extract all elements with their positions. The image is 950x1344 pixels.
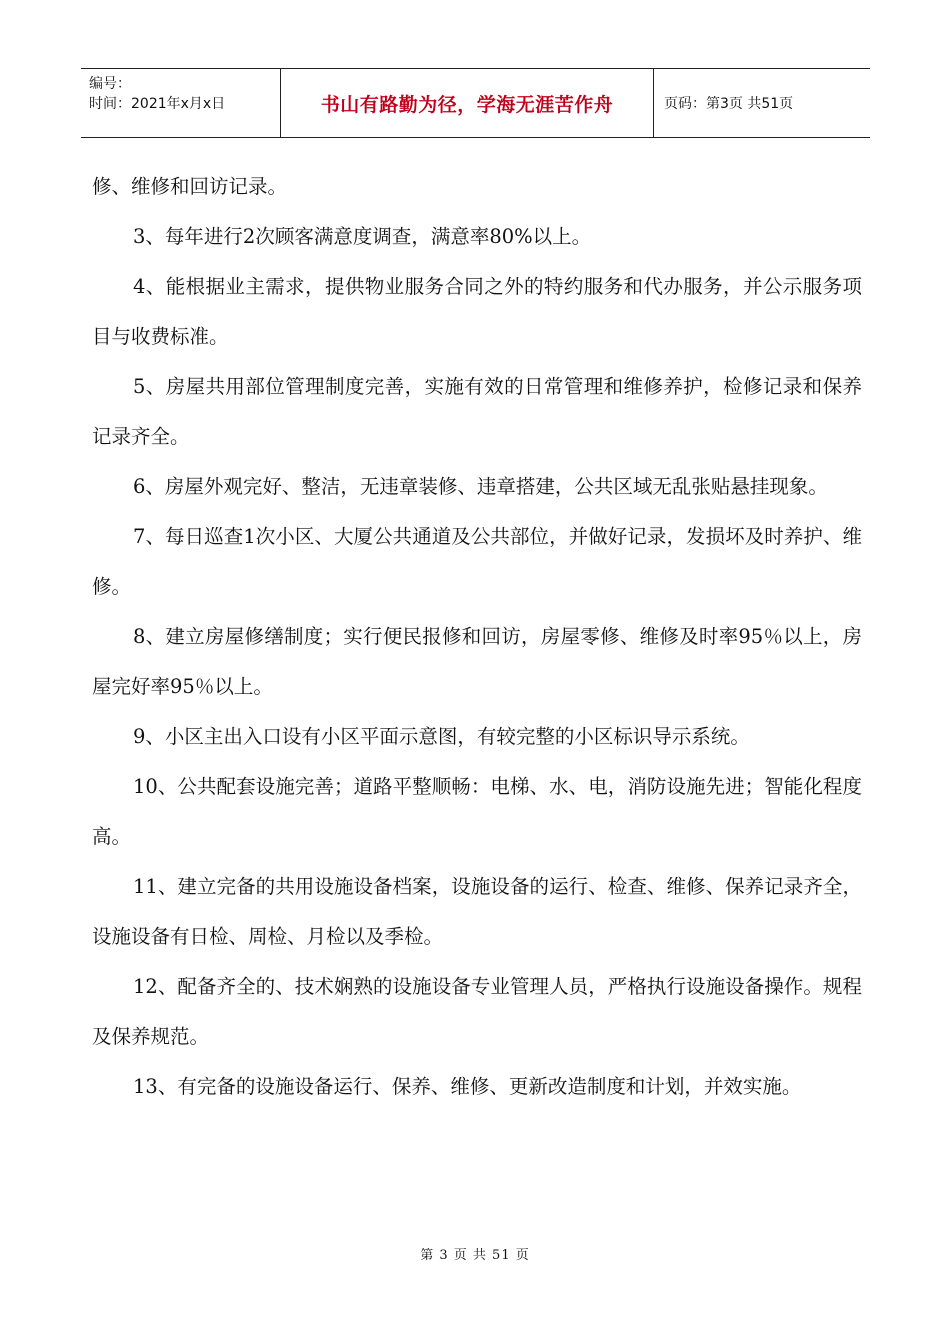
header-meta — [81, 69, 281, 137]
body-paragraph: 9、小区主出入口设有小区平面示意图，有较完整的小区标识导示系统。 — [133, 725, 750, 748]
body-paragraph: 12、配备齐全的、技术娴熟的设施设备专业管理人员，严格执行设施设备操作。规程及保养规范。 — [92, 975, 862, 1048]
body-paragraph: 修、维修和回访记录。 — [92, 175, 288, 198]
body-paragraph: 10、公共配套设施完善；道路平整顺畅：电梯、水、电，消防设施先进；智能化程度高。 — [92, 775, 862, 848]
body-paragraph: 11、建立完备的共用设施设备档案，设施设备的运行、检查、维修、保养记录齐全，设施设备有日检、周检、月检以及季检。 — [92, 875, 862, 948]
header-page-info: 页码：第3页 共51页 — [664, 96, 794, 112]
doc-time-label: 时间：2021年x月x日 — [89, 96, 226, 112]
doc-code-label: 编号： — [89, 76, 131, 92]
body-paragraph: 7、每日巡查1次小区、大厦公共通道及公共部位，并做好记录，发损坏及时养护、维修。 — [92, 525, 862, 598]
body-paragraph: 5、房屋共用部位管理制度完善，实施有效的日常管理和维修养护，检修记录和保养记录齐全。 — [92, 375, 862, 448]
body-paragraph: 3、每年进行2次顾客满意度调查，满意率80%以上。 — [133, 225, 592, 248]
body-paragraph: 13、有完备的设施设备运行、保养、维修、更新改造制度和计划，并效实施。 — [133, 1075, 802, 1098]
page-header — [81, 68, 870, 138]
page-footer: 第 3 页 共 51 页 — [420, 1248, 530, 1263]
header-motto: 书山有路勤为径，学海无涯苦作舟 — [281, 69, 654, 137]
body-paragraph: 8、建立房屋修缮制度；实行便民报修和回访，房屋零修、维修及时率95％以上，房屋完好率95％以上。 — [92, 625, 862, 698]
body-paragraph: 6、房屋外观完好、整洁，无违章装修、违章搭建，公共区域无乱张贴悬挂现象。 — [133, 475, 828, 498]
body-paragraph: 4、能根据业主需求，提供物业服务合同之外的特约服务和代办服务，并公示服务项目与收费标准。 — [92, 275, 862, 348]
document-body — [92, 162, 862, 1112]
